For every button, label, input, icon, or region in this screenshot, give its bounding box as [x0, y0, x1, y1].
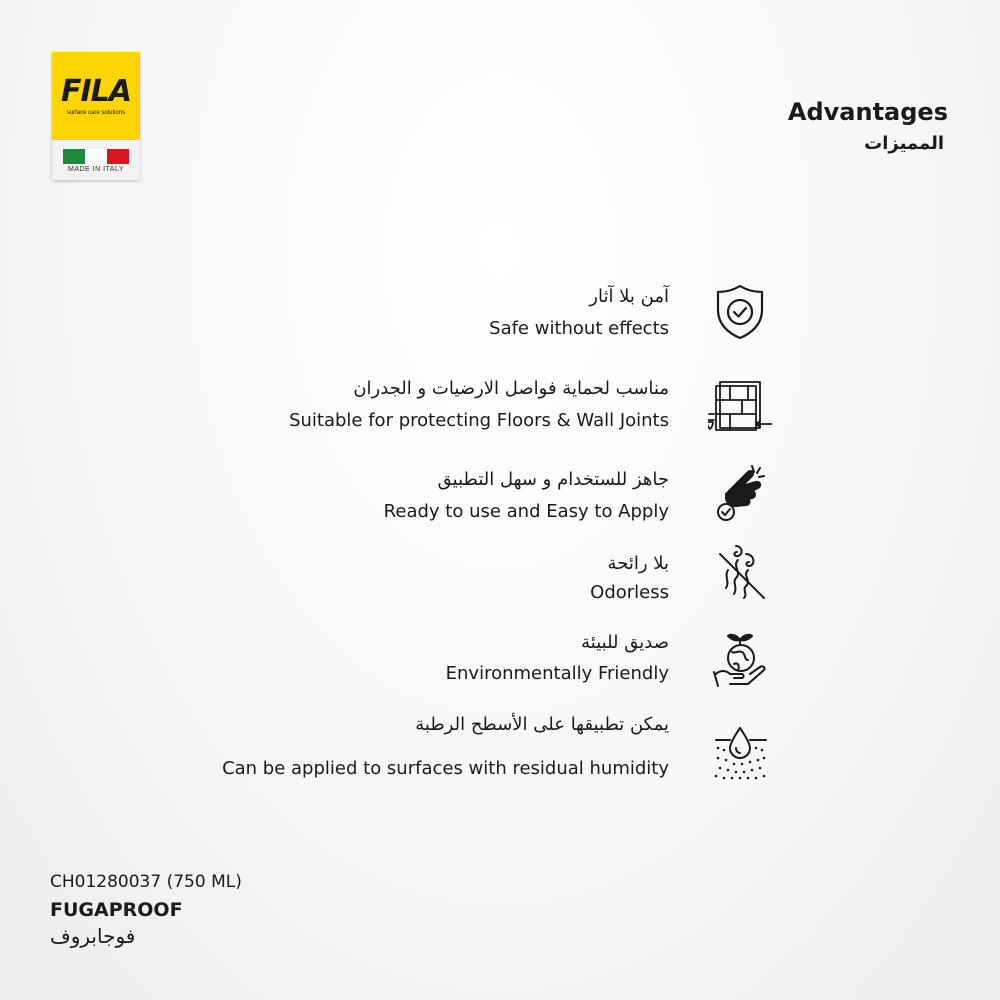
- advantage-2-en: Suitable for protecting Floors & Wall Joints: [289, 410, 669, 431]
- advantage-4-en: Odorless: [590, 582, 669, 603]
- hand-snap-icon: [708, 460, 772, 524]
- advantage-5-ar: صديق للبيئة: [581, 632, 669, 653]
- advantage-5-en: Environmentally Friendly: [445, 663, 669, 684]
- advantage-1-ar: آمن بلا آثار: [589, 286, 669, 307]
- advantage-6-en: Can be applied to surfaces with residual humidity: [222, 758, 669, 779]
- shield-check-icon: [708, 280, 772, 344]
- italy-flag-icon: [63, 149, 129, 164]
- advantage-2-ar: مناسب لحماية فواصل الارضيات و الجدران: [353, 378, 669, 399]
- advantage-3-en: Ready to use and Easy to Apply: [383, 501, 669, 522]
- made-in-italy-label: MADE IN ITALY: [67, 166, 125, 173]
- logo-tagline: surface care solutions: [66, 110, 126, 116]
- tile-joints-icon: [708, 374, 772, 438]
- logo-wordmark: FILA: [61, 74, 131, 109]
- advantage-3-ar: جاهز للستخدام و سهل التطبيق: [437, 469, 669, 490]
- humidity-drop-icon: [708, 720, 772, 784]
- eco-hand-icon: [708, 626, 772, 690]
- section-title-en: Advantages: [787, 98, 948, 126]
- advantage-4-ar: بلا رائحة: [607, 553, 669, 574]
- product-name-ar: فوجابروف: [50, 924, 136, 948]
- product-name-en: FUGAPROOF: [50, 899, 183, 921]
- product-code: CH01280037 (750 ML): [50, 872, 242, 892]
- advantage-6-ar: يمكن تطبيقها على الأسطح الرطبة: [415, 714, 669, 735]
- fila-logo: [52, 52, 140, 180]
- no-odor-icon: [708, 540, 772, 604]
- advantage-1-en: Safe without effects: [489, 318, 669, 339]
- section-title-ar: المميزات: [864, 133, 944, 154]
